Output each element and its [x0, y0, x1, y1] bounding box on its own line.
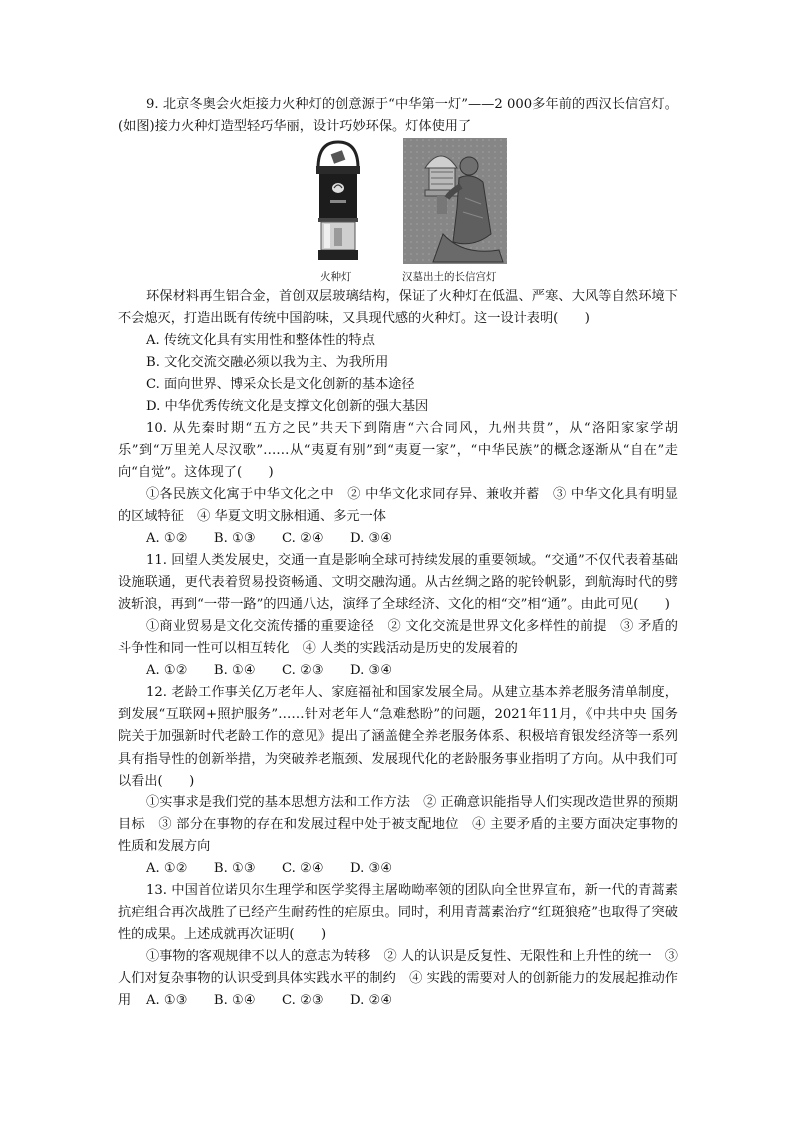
- torch-lantern-image: [310, 138, 366, 266]
- q11-options: A. ①② B. ①④ C. ②③ D. ③④: [146, 663, 393, 678]
- q13-options: A. ①③ B. ①④ C. ②③ D. ②④: [146, 993, 393, 1008]
- q12-options: A. ①② B. ①③ C. ②④ D. ③④: [146, 861, 393, 876]
- q12-stem: 12. 老龄工作事关亿万老年人、家庭福祉和国家发展全局。从建立基本养老服务清单制度，到发展“互联网+照护服务”……针对老年人“急难愁盼”的问题，2021年11月，《中共中央 国务院关于加强新时代老龄工作的意见》提出了涵盖健全养老服务体系、积极培育银发经济等一系列具有指导性的创新举措，为突破养老瓶颈、发展现代化的老龄服务事业指明了方向。从中我们可以看出( ): [118, 685, 678, 789]
- q13-items: ①事物的客观规律不以人的意志为转移 ② 人的认识是反复性、无限性和上升性的统一 ③ 人们对复杂事物的认识受到具体实践水平的制约 ④ 实践的需要对人的创新能力的发展起推动作用: [118, 949, 678, 1009]
- q11-items: ①商业贸易是文化交流传播的重要途径 ② 文化交流是世界文化多样性的前提 ③ 矛盾的斗争性和同一性可以相互转化 ④ 人类的实践活动是历史的发展着的: [118, 619, 678, 657]
- q10-items: ①各民族文化寓于中华文化之中 ② 中华文化求同存异、兼收并蓄 ③ 中华文化具有明显的区域特征 ④ 华夏文明文脉相通、多元一体: [118, 487, 678, 525]
- changxin-palace-lamp-image: [403, 138, 507, 264]
- q11-stem: 11. 回望人类发展史，交通一直是影响全球可持续发展的重要领域。“交通”不仅代表着基础设施联通，更代表着贸易投资畅通、文明交融沟通。从古丝绸之路的驼铃帆影，到航海时代的劈波斩浪，再到“一带一路”的四通八达，演绎了全球经济、文化的相“交”相“通”。由此可见( ): [118, 553, 678, 613]
- fig2-caption: 汉墓出土的长信宫灯: [402, 271, 497, 283]
- q9-intro: 9. 北京冬奥会火炬接力火种灯的创意源于“中华第一灯”——2 000多年前的西汉长信宫灯。(如图)接力火种灯造型轻巧华丽，设计巧妙环保。灯体使用了: [118, 97, 678, 135]
- q10-options: A. ①② B. ①③ C. ②④ D. ③④: [146, 531, 393, 546]
- q9-option-b: B. 文化交流交融必须以我为主、为我所用: [146, 355, 389, 370]
- q9-option-d: D. 中华优秀传统文化是支撑文化创新的强大基因: [146, 399, 429, 414]
- q10-stem: 10. 从先秦时期“五方之民”共天下到隋唐“六合同风，九州共贯”，从“洛阳家家学胡乐”到“万里羌人尽汉歌”……从“夷夏有别”到“夷夏一家”，“中华民族”的概念逐渐从“自在”走向“自觉”。这体现了( ): [118, 421, 678, 481]
- q9-option-c: C. 面向世界、博采众长是文化创新的基本途径: [146, 377, 415, 392]
- fig1-caption: 火种灯: [320, 271, 352, 283]
- q9-stem-continued: 环保材料再生铝合金，首创双层玻璃结构，保证了火种灯在低温、严寒、大风等自然环境下不会熄灭，打造出既有传统中国韵味，又具现代感的火种灯。这一设计表明( ): [118, 289, 678, 327]
- q13-stem: 13. 中国首位诺贝尔生理学和医学奖得主屠呦呦率领的团队向全世界宣布，新一代的青蒿素抗疟组合再次战胜了已经产生耐药性的疟原虫。同时，利用青蒿素治疗“红斑狼疮”也取得了突破性的成果。上述成就再次证明( ): [118, 883, 678, 943]
- q12-items: ①实事求是我们党的基本思想方法和工作方法 ② 正确意识能指导人们实现改造世界的预期目标 ③ 部分在事物的存在和发展过程中处于被支配地位 ④ 主要矛盾的主要方面决定事物的性质和发展方向: [118, 795, 678, 855]
- q9-option-a: A. 传统文化具有实用性和整体性的特点: [146, 333, 375, 348]
